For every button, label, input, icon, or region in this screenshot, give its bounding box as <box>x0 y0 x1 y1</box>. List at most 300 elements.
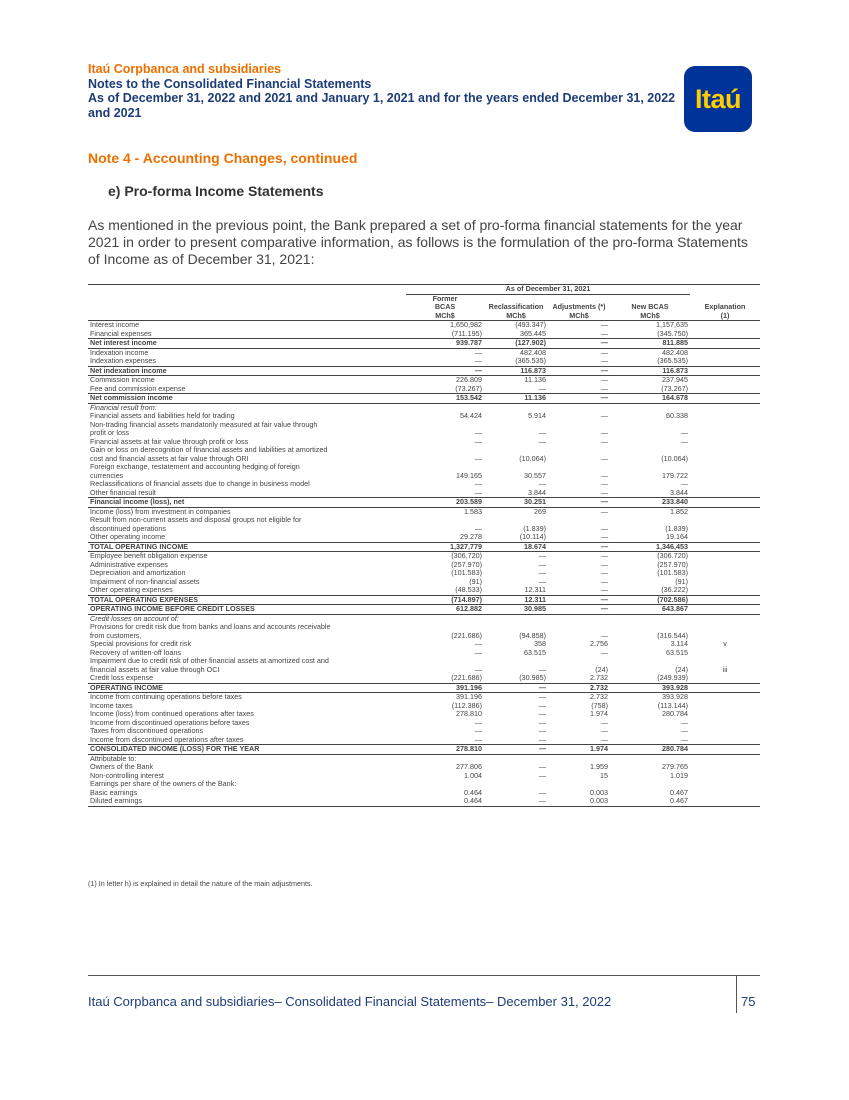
adjustments-value: — <box>600 551 608 560</box>
former-bcas-value: (112.386) <box>451 700 482 710</box>
adjustments-value: — <box>600 479 608 488</box>
explanation-ref: (1) <box>690 312 760 321</box>
adjustments-value: 0.003 <box>590 787 608 797</box>
adjustments-value: — <box>600 630 608 640</box>
explanation-value <box>690 674 760 683</box>
new-bcas-value: 179.722 <box>662 470 689 480</box>
adjustments-value: — <box>600 585 608 594</box>
new-bcas-value: (306.720) <box>657 551 689 560</box>
table-row <box>88 578 760 587</box>
new-bcas-value: (345.750) <box>657 328 689 338</box>
table-row <box>88 674 760 683</box>
document-header <box>88 62 678 120</box>
new-bcas-value: 280.784 <box>662 709 689 718</box>
table-body <box>88 321 760 807</box>
reclassification-value: — <box>538 692 546 701</box>
row-label: OPERATING INCOME BEFORE CREDIT LOSSES <box>88 605 406 615</box>
row-label: Income (loss) from investment in companies <box>90 506 231 516</box>
explanation-value <box>690 754 760 763</box>
reclassification-value: (127.902) <box>484 339 548 349</box>
new-bcas-value: 393.928 <box>610 683 690 693</box>
reclassification-value: (30.985) <box>519 673 546 682</box>
row-label: cost and financial assets at fair value through ORI <box>90 453 249 463</box>
table-row <box>88 789 760 798</box>
reclassification-value: — <box>538 787 546 797</box>
reclassification-value: — <box>538 479 546 488</box>
former-bcas-value: — <box>474 717 482 727</box>
itau-logo <box>684 66 752 132</box>
row-label: Reclassifications of financial assets due to change in business model <box>90 479 310 488</box>
col-former-2: BCAS <box>434 302 456 311</box>
header-line-4: and 2021 <box>88 105 142 120</box>
former-bcas-value: 149.165 <box>456 470 482 480</box>
former-bcas-value: (91) <box>469 576 482 586</box>
adjustments-value: — <box>600 487 608 497</box>
col-explanation: Explanation <box>704 302 746 311</box>
row-label: Owners of the Bank <box>90 762 154 771</box>
explanation-value <box>690 429 760 438</box>
reclassification-value: (493.347) <box>515 320 546 329</box>
unit-former: MCh$ <box>406 312 484 321</box>
adjustments-value: — <box>600 532 608 541</box>
former-bcas-value <box>406 614 484 623</box>
footer-text: Itaú Corpbanca and subsidiaries– Consolidated Financial Statements– December 31, 2022 <box>88 994 612 1009</box>
row-label: Net indexation income <box>88 366 406 376</box>
former-bcas-value: — <box>474 734 482 744</box>
former-bcas-value <box>406 421 484 430</box>
row-label: Financial expenses <box>90 328 152 338</box>
new-bcas-value: 1,157,635 <box>656 320 689 329</box>
adjustments-value: 15 <box>600 770 608 780</box>
unit-reclass: MCh$ <box>484 312 548 321</box>
explanation-value <box>690 366 760 376</box>
former-bcas-value: — <box>474 347 482 357</box>
row-label: Income from continuing operations before taxes <box>90 692 242 701</box>
reclassification-value: (10.064) <box>519 453 546 463</box>
adjustments-value: (758) <box>591 700 608 710</box>
new-bcas-value <box>610 421 690 430</box>
explanation-value <box>690 789 760 798</box>
table-row <box>88 763 760 772</box>
explanation-value <box>690 542 760 552</box>
table-row <box>88 480 760 489</box>
reclassification-value: — <box>538 428 546 437</box>
row-label: Diluted earnings <box>90 796 142 805</box>
row-label: Non-controlling interest <box>90 770 164 780</box>
adjustments-value: (24) <box>595 664 608 674</box>
adjustments-value: — <box>600 506 608 516</box>
row-label: Administrative expenses <box>90 559 168 569</box>
explanation-value <box>690 780 760 789</box>
row-label: from customers, <box>90 630 142 640</box>
adjustments-value: — <box>600 726 608 735</box>
reclassification-value: — <box>538 700 546 710</box>
row-label: Income taxes <box>90 700 133 710</box>
new-bcas-value: 116.873 <box>610 366 690 376</box>
table-row <box>88 385 760 394</box>
former-bcas-value: 1,327,779 <box>406 542 484 552</box>
new-bcas-value: (73.267) <box>661 383 689 393</box>
reclassification-value: (365.535) <box>515 356 546 365</box>
reclassification-value: — <box>538 551 546 560</box>
former-bcas-value: 1.004 <box>464 770 482 780</box>
new-bcas-value: 63.515 <box>666 647 689 657</box>
row-label: Non-trading financial assets mandatorily measured at fair value through <box>90 419 318 429</box>
former-bcas-value: — <box>474 523 482 533</box>
explanation-value <box>690 578 760 587</box>
row-label: Net interest income <box>88 339 406 349</box>
table-row <box>88 489 760 498</box>
adjustments-value: 2.732 <box>590 692 608 701</box>
adjustments-value: 2.732 <box>548 683 610 693</box>
former-bcas-value: — <box>474 356 482 365</box>
row-label: CONSOLIDATED INCOME (LOSS) FOR THE YEAR <box>88 745 406 755</box>
table-row <box>88 421 760 430</box>
reclassification-value: 11.136 <box>484 394 548 404</box>
new-bcas-value: 280.784 <box>610 745 690 755</box>
row-label: Impairment due to credit risk of other financial assets at amortized cost and <box>90 656 329 665</box>
former-bcas-value: — <box>474 453 482 463</box>
explanation-value <box>690 489 760 498</box>
former-bcas-value: (714.897) <box>406 595 484 605</box>
new-bcas-value: — <box>680 717 689 727</box>
former-bcas-value: (221.686) <box>451 630 482 640</box>
former-bcas-value: — <box>474 436 482 446</box>
row-label: Other operating expenses <box>90 585 173 594</box>
adjustments-value: — <box>600 428 608 437</box>
former-bcas-value: (101.583) <box>451 568 482 577</box>
former-bcas-value: 0.464 <box>464 796 482 805</box>
new-bcas-value: (91) <box>675 576 689 586</box>
explanation-value <box>690 719 760 728</box>
row-label: Indexation expenses <box>90 356 156 365</box>
new-bcas-value: 1,346,453 <box>610 542 690 552</box>
adjustments-value: — <box>600 453 608 463</box>
former-bcas-value: — <box>474 726 482 735</box>
adjustments-value: — <box>600 559 608 569</box>
adjustments-value: — <box>600 717 608 727</box>
reclassification-value: — <box>538 762 546 771</box>
col-new-bcas: New BCAS <box>631 302 669 311</box>
new-bcas-value: 19.164 <box>666 532 689 541</box>
new-bcas-value: — <box>680 428 689 437</box>
reclassification-value: — <box>538 734 546 744</box>
reclassification-value: 12.311 <box>524 585 546 594</box>
footer-divider <box>88 975 760 976</box>
table-row <box>88 586 760 595</box>
reclassification-value: — <box>538 568 546 577</box>
explanation-value <box>690 683 760 693</box>
explanation-value <box>690 693 760 702</box>
reclassification-value: — <box>538 717 546 727</box>
new-bcas-value: 279.765 <box>662 762 689 771</box>
explanation-value <box>690 463 760 472</box>
explanation-value <box>690 472 760 481</box>
income-statement-table-wrapper <box>88 284 760 807</box>
row-label: Recovery of written-off loans <box>90 647 181 657</box>
new-bcas-value <box>610 614 690 623</box>
table-header-period-row <box>88 285 760 295</box>
table-row <box>88 463 760 472</box>
reclassification-value: — <box>538 576 546 586</box>
explanation-value <box>690 330 760 339</box>
adjustments-value: — <box>600 356 608 365</box>
explanation-value <box>690 498 760 508</box>
row-label: Income from discontinued operations after taxes <box>90 734 244 744</box>
reclassification-value: — <box>538 383 546 393</box>
row-label: Fee and commission expense <box>90 383 186 393</box>
adjustments-value: 2.732 <box>590 673 608 682</box>
row-label: Depreciation and amortization <box>90 568 186 577</box>
former-bcas-value: 203.589 <box>406 498 484 508</box>
explanation-value <box>690 745 760 755</box>
explanation-value <box>690 710 760 719</box>
new-bcas-value: (702.586) <box>610 595 690 605</box>
row-label: Earnings per share of the owners of the Bank: <box>90 779 237 788</box>
explanation-value <box>690 736 760 745</box>
row-label: Impairment of non-financial assets <box>90 576 200 586</box>
reclassification-value: 30.985 <box>484 605 548 615</box>
reclassification-value: — <box>538 726 546 735</box>
new-bcas-value: 482.408 <box>662 347 689 357</box>
new-bcas-value: 0.467 <box>670 787 689 797</box>
explanation-value <box>690 516 760 525</box>
former-bcas-value: 391.196 <box>456 692 482 701</box>
new-bcas-value: 3.844 <box>670 487 689 497</box>
explanation-value <box>690 455 760 464</box>
explanation-value: iii <box>722 664 728 674</box>
new-bcas-value: (36.222) <box>661 585 689 594</box>
table-row <box>88 376 760 385</box>
table-row <box>88 516 760 525</box>
former-bcas-value: (257.970) <box>451 559 482 569</box>
adjustments-value: 0.003 <box>590 796 608 805</box>
explanation-value <box>690 394 760 404</box>
adjustments-value: — <box>600 375 608 384</box>
table-row <box>88 533 760 542</box>
new-bcas-value: 393.928 <box>662 692 689 701</box>
former-bcas-value: 0.464 <box>464 787 482 797</box>
explanation-value <box>690 357 760 366</box>
explanation-value <box>690 525 760 534</box>
new-bcas-value: 643.867 <box>610 605 690 615</box>
row-label: TOTAL OPERATING EXPENSES <box>88 595 406 605</box>
adjustments-value: — <box>548 595 610 605</box>
former-bcas-value: — <box>474 647 482 657</box>
adjustments-value: — <box>600 383 608 393</box>
row-label: Financial income (loss), net <box>88 498 406 508</box>
former-bcas-value: 278.810 <box>406 745 484 755</box>
explanation-value <box>690 614 760 623</box>
table-row <box>88 525 760 534</box>
adjustments-value: — <box>600 470 608 480</box>
row-label: Financial assets and liabilities held for trading <box>90 411 235 420</box>
adjustments-value: — <box>548 498 610 508</box>
explanation-value <box>690 412 760 421</box>
row-label: discontinued operations <box>90 523 166 533</box>
row-label: Taxes from discontinued operations <box>90 726 204 735</box>
explanation-value <box>690 649 760 658</box>
new-bcas-value: (249.939) <box>657 673 689 682</box>
row-label: Interest income <box>90 320 140 329</box>
former-bcas-value: (48.533) <box>455 585 482 594</box>
table-row <box>88 339 760 349</box>
adjustments-value: — <box>600 576 608 586</box>
row-label: currencies <box>90 470 124 480</box>
new-bcas-value: (10.064) <box>661 453 689 463</box>
former-bcas-value: — <box>474 487 482 497</box>
reclassification-value: 482.408 <box>520 347 546 357</box>
explanation-value <box>690 480 760 489</box>
explanation-value <box>690 376 760 385</box>
reclassification-value: 5.914 <box>528 411 546 420</box>
table-row <box>88 745 760 755</box>
adjustments-value: 2.756 <box>590 639 608 648</box>
row-label: Gain or loss on derecognition of financial assets and liabilities at amortized <box>90 445 328 454</box>
row-label: Net commission income <box>88 394 406 404</box>
former-bcas-value <box>406 516 484 525</box>
row-label: TOTAL OPERATING INCOME <box>88 542 406 552</box>
intro-paragraph: As mentioned in the previous point, the Bank prepared a set of pro-forma financial statements for the year 2021 in order to present comparative information, as follows is the formulation of the pro-forma Statements of Income as of December 31, 2021: <box>88 217 748 267</box>
row-label: Credit loss expense <box>90 673 154 682</box>
row-label: OPERATING INCOME <box>88 683 406 693</box>
former-bcas-value: (73.267) <box>455 383 482 393</box>
new-bcas-value: (365.535) <box>657 356 689 365</box>
former-bcas-value: (711.195) <box>451 328 482 338</box>
new-bcas-value: (101.583) <box>657 568 689 577</box>
period-header: As of December 31, 2021 <box>406 285 690 295</box>
new-bcas-value: 1.019 <box>670 770 689 780</box>
adjustments-value: — <box>548 605 610 615</box>
adjustments-value: — <box>600 347 608 357</box>
reclassification-value: — <box>538 436 546 446</box>
adjustments-value: — <box>600 436 608 446</box>
reclassification-value <box>484 614 548 623</box>
explanation-value <box>690 623 760 632</box>
adjustments-value: — <box>600 411 608 420</box>
adjustments-value: — <box>548 339 610 349</box>
reclassification-value: 30.251 <box>484 498 548 508</box>
adjustments-value: 1.959 <box>590 762 608 771</box>
row-label: Financial assets at fair value through profit or loss <box>90 436 249 446</box>
explanation-value <box>690 727 760 736</box>
reclassification-value: (1.839) <box>523 523 546 533</box>
table-row <box>88 754 760 763</box>
header-line-2: Notes to the Consolidated Financial Statements <box>88 76 372 91</box>
explanation-value <box>690 438 760 447</box>
new-bcas-value: (316.544) <box>657 630 689 640</box>
row-label: financial assets at fair value through OCI <box>90 664 220 674</box>
row-label: Employee benefit obligation expense <box>90 551 208 560</box>
former-bcas-value: 29.278 <box>460 532 482 541</box>
adjustments-value: — <box>548 366 610 376</box>
reclassification-value: (10.114) <box>519 532 546 541</box>
unit-new: MCh$ <box>610 312 690 321</box>
table-row <box>88 330 760 339</box>
row-label: Other financial result <box>90 487 156 497</box>
footnote: (1) In letter h) is explained in detail the nature of the main adjustments. <box>88 879 313 888</box>
former-bcas-value: — <box>474 664 482 674</box>
reclassification-value: 11.136 <box>524 375 546 384</box>
explanation-value <box>690 569 760 578</box>
explanation-value <box>690 385 760 394</box>
former-bcas-value: 612.882 <box>406 605 484 615</box>
former-bcas-value: 226.809 <box>456 375 482 384</box>
explanation-value: v <box>723 639 727 648</box>
logo-text: Itaú <box>694 83 741 114</box>
reclassification-value: — <box>538 664 546 674</box>
row-label: Financial result from: <box>90 402 157 412</box>
former-bcas-value: — <box>474 428 482 437</box>
footer-separator <box>736 975 737 1013</box>
reclassification-value: — <box>538 796 546 805</box>
explanation-value <box>690 446 760 455</box>
former-bcas-value: (306,720) <box>451 551 482 560</box>
former-bcas-value: 278.810 <box>456 709 482 718</box>
page-number: 75 <box>741 994 756 1009</box>
adjustments-value: — <box>600 523 608 533</box>
adjustments-value: — <box>600 328 608 338</box>
table-row <box>88 394 760 404</box>
explanation-value <box>690 321 760 330</box>
new-bcas-value: 811.885 <box>610 339 690 349</box>
explanation-value <box>690 772 760 781</box>
table-row <box>88 797 760 806</box>
col-reclassification: Reclassification <box>488 302 544 311</box>
explanation-value <box>690 507 760 516</box>
explanation-value <box>690 552 760 561</box>
former-bcas-value: (221.686) <box>451 673 482 682</box>
reclassification-value: 30.557 <box>524 470 546 480</box>
explanation-value <box>690 702 760 711</box>
row-label: Special provisions for credit risk <box>90 639 192 648</box>
subsection-title: e) Pro-forma Income Statements <box>108 183 324 199</box>
table-row <box>88 780 760 789</box>
new-bcas-value: 0.467 <box>670 796 689 805</box>
new-bcas-value: 60.338 <box>666 411 689 420</box>
former-bcas-value: — <box>406 366 484 376</box>
reclassification-value: (94.858) <box>519 630 546 640</box>
row-label: Provisions for credit risk due from banks and loans and accounts receivable <box>90 622 331 631</box>
row-label: Basic earnings <box>90 787 138 797</box>
adjustments-value: — <box>600 320 608 329</box>
former-bcas-value: 277.806 <box>456 762 482 771</box>
reclassification-value: 365.445 <box>520 328 546 338</box>
reclassification-value: — <box>538 770 546 780</box>
adjustments-value: 1.974 <box>548 745 610 755</box>
new-bcas-value: 164.678 <box>610 394 690 404</box>
income-statement-table <box>88 284 760 807</box>
former-bcas-value: 1.583 <box>464 506 482 516</box>
new-bcas-value: — <box>680 479 689 488</box>
row-label: profit or loss <box>90 428 130 437</box>
reclassification-value: — <box>538 559 546 569</box>
new-bcas-value: 1.852 <box>670 506 689 516</box>
former-bcas-value: 391.196 <box>406 683 484 693</box>
new-bcas-value: (257.970) <box>657 559 689 569</box>
new-bcas-value: 233.840 <box>610 498 690 508</box>
former-bcas-value <box>406 657 484 666</box>
explanation-value <box>690 533 760 542</box>
table-row <box>88 640 760 649</box>
adjustments-value: — <box>600 734 608 744</box>
reclassification-value: — <box>484 683 548 693</box>
row-label: Foreign exchange, restatement and accounting hedging of foreign <box>90 462 300 471</box>
explanation-value <box>690 586 760 595</box>
explanation-value <box>690 797 760 806</box>
reclassification-value: 116.873 <box>484 366 548 376</box>
company-name: Itaú Corpbanca and subsidiaries <box>88 62 282 76</box>
